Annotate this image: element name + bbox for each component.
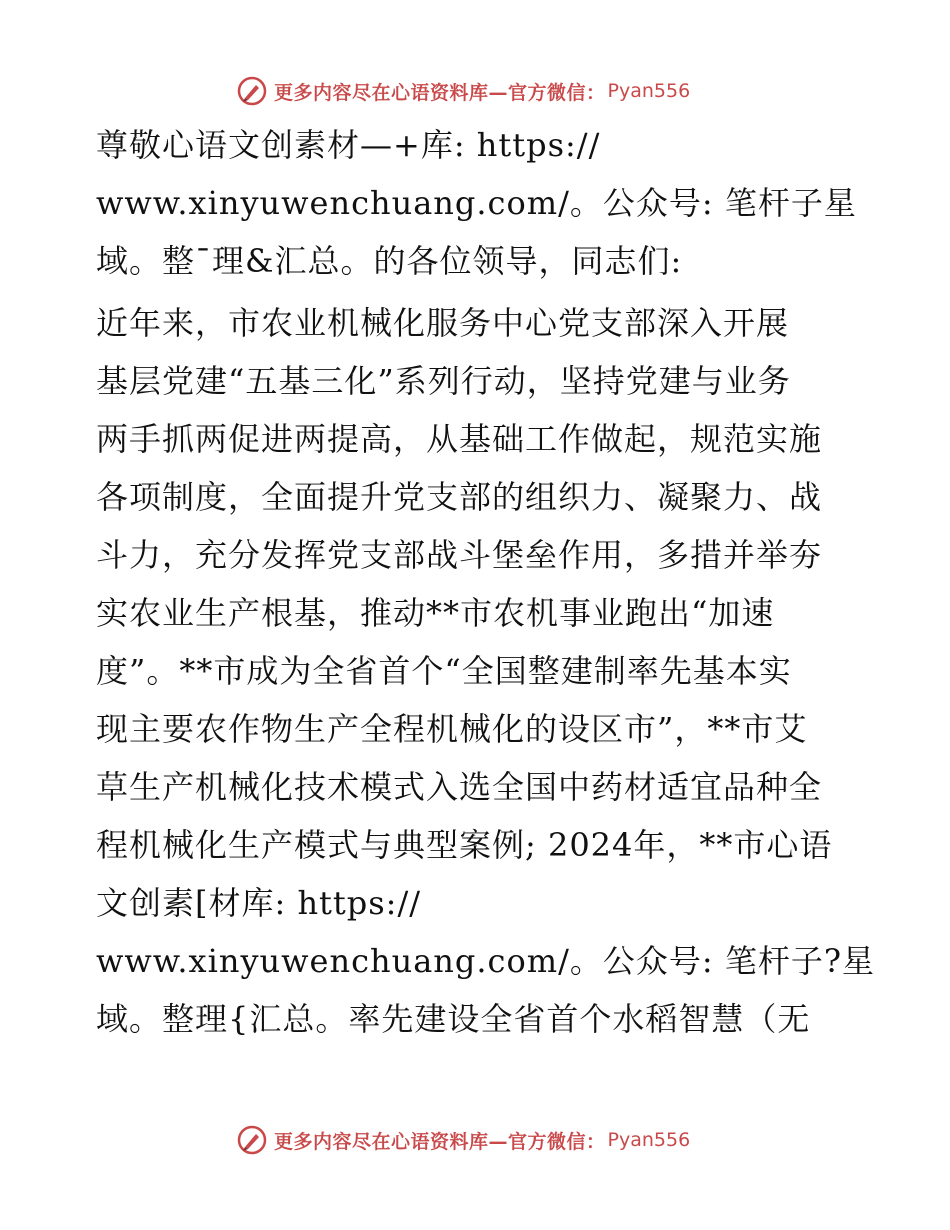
text-line: 两手抓两促进两提高，从基础工作做起，规范实施 <box>96 420 823 458</box>
text-line: 各项制度，全面提升党支部的组织力、凝聚力、战 <box>96 478 823 516</box>
text-line: 基层党建“五基三化”系列行动，坚持党建与业务 <box>96 362 791 400</box>
text-line: 现主要农作物生产全程机械化的设区市”，**市艾 <box>96 710 808 748</box>
text-line: 斗力，充分发挥党支部战斗堡垒作用，多措并举夯 <box>96 536 823 574</box>
text-line: 文创素[材库: https:// <box>96 884 422 922</box>
footer-banner <box>236 1123 690 1157</box>
header-banner <box>236 74 690 108</box>
body-paragraph <box>96 294 875 1048</box>
text-line: 实农业生产根基，推动**市农机事业跑出“加速 <box>96 594 775 632</box>
pen-logo-icon <box>236 75 268 107</box>
text-line: 程机械化生产模式与典型案例; 2024年，**市心语 <box>96 826 833 864</box>
text-line: www.xinyuwenchuang.com/。公众号: 笔杆子?星 <box>96 942 875 980</box>
text-line: 尊敬心语文创素材—+库: https:// <box>96 126 601 164</box>
text-line: 域。整¯理&汇总。的各位领导，同志们: <box>96 242 683 280</box>
text-line: 度”。**市成为全省首个“全国整建制率先基本实 <box>96 652 792 690</box>
text-line: 域。整理{汇总。率先建设全省首个水稻智慧（无 <box>96 1000 811 1038</box>
footer-banner-text: 更多内容尽在心语资料库—官方微信： <box>274 1130 606 1153</box>
salutation-paragraph <box>96 116 856 290</box>
header-banner-text: 更多内容尽在心语资料库—官方微信： <box>274 81 606 104</box>
footer-wechat-id: Pyan556 <box>607 1129 691 1151</box>
text-line: 草生产机械化技术模式入选全国中药材适宜品种全 <box>96 768 823 806</box>
document-body <box>96 116 875 1052</box>
text-line: www.xinyuwenchuang.com/。公众号: 笔杆子星 <box>96 184 857 222</box>
header-wechat-id: Pyan556 <box>607 80 691 102</box>
pen-logo-icon <box>236 1124 268 1156</box>
text-line: 近年来，市农业机械化服务中心党支部深入开展 <box>96 304 790 342</box>
